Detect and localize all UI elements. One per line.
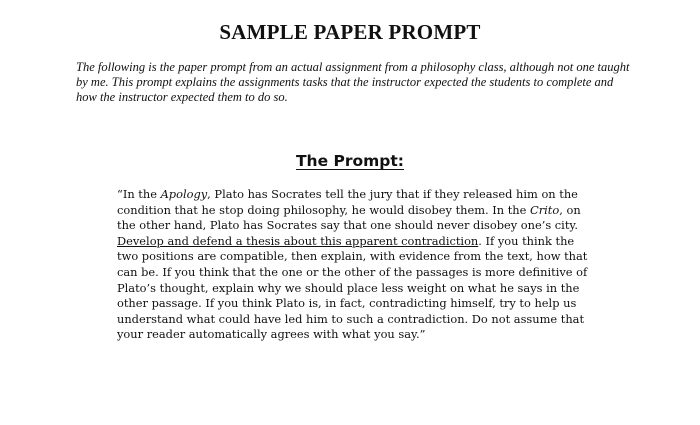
prompt-text-part-3: , on the other hand, Plato has Socrates say that one should never disobey one’s city. [117, 202, 581, 233]
work-title-crito: Crito [530, 202, 560, 217]
section-heading-text: The Prompt: [295, 152, 405, 170]
thesis-instruction: Develop and defend a thesis about this apparent contradiction [117, 233, 479, 248]
prompt-text-part-2: , Plato has Socrates tell the jury that if they released him on the condition that he stop doing philosophy, he would disobey them. In the [117, 187, 578, 217]
prompt-text-part-1: “In the [117, 187, 161, 201]
intro-paragraph: The following is the paper prompt from an actual assignment from a philosophy class, although not one taught by me. This prompt explains the assignments tasks that the instructor expected the students to complete and how the instructor expected them to do so. [76, 60, 630, 104]
section-heading [0, 152, 700, 170]
work-title-apology: Apology [160, 187, 208, 201]
prompt-quote [117, 187, 592, 343]
prompt-text-part-4: . If you think the two positions are compatible, then explain, with evidence from the text, how that can be. If you think that the one or the other of the passages is more definitive of Plato’s thought, explain why we should place less weight on what he says in the other passage. If you think Plato is, in fact, contradicting himself, try to help us understand what could have led him to such a contradiction. Do not assume that your reader automatically agrees with what you say.” [117, 233, 588, 342]
document-title: SAMPLE PAPER PROMPT [219, 20, 481, 44]
